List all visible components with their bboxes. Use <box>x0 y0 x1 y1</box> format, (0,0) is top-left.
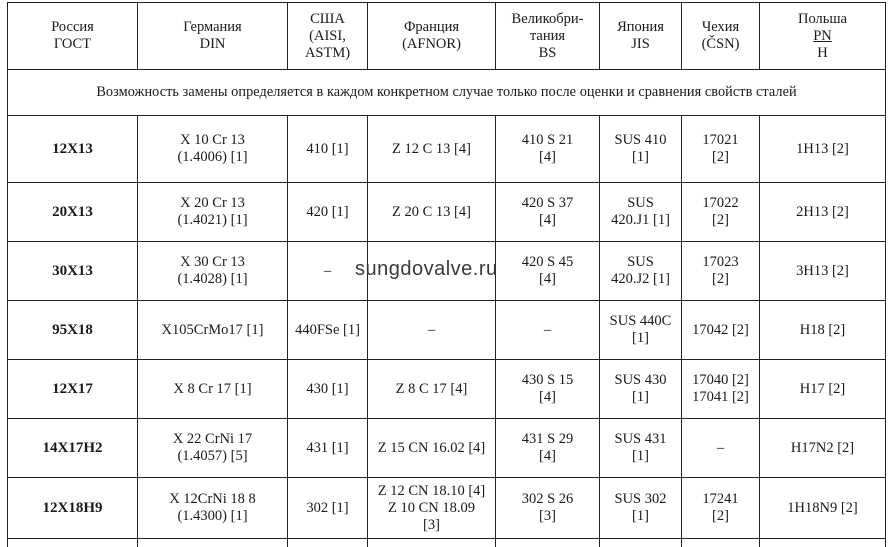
poland-cell: H17N2 [2] <box>760 419 886 478</box>
uk-cell: – <box>496 301 600 360</box>
din-cell: X 22 CrNi 17 (1.4057) [5] <box>138 419 288 478</box>
uk-cell: 430 S 15 [4] <box>496 360 600 419</box>
japan-cell: SUS 431 [1] <box>600 419 682 478</box>
poland-cell: 3H13 [2] <box>760 242 886 301</box>
poland-cell: 1H18N9 [2] <box>760 478 886 539</box>
france-cell: Z 15 CN 16.02 [4] <box>368 419 496 478</box>
japan-cell: SUS 440C [1] <box>600 301 682 360</box>
grade-cell: 12Х17 <box>8 360 138 419</box>
header-poland: Польша PN H <box>760 3 886 70</box>
din-cell: X 30 Cr 13 (1.4028) [1] <box>138 242 288 301</box>
czech-cell: – <box>682 419 760 478</box>
japan-cell: SUS 420.J2 [1] <box>600 242 682 301</box>
header-czech: Чехия (ČSN) <box>682 3 760 70</box>
france-cell: Z 8 C 17 [4] <box>368 360 496 419</box>
header-row <box>8 3 886 70</box>
uk-cell: 420 S 45 [4] <box>496 242 600 301</box>
uk-cell: 410 S 21 [4] <box>496 116 600 183</box>
din-cell: X 10 Cr 13 (1.4006) [1] <box>138 116 288 183</box>
grade-cell: 30Х13 <box>8 242 138 301</box>
japan-cell: SUS 420.J1 [1] <box>600 183 682 242</box>
header-russia: Россия ГОСТ <box>8 3 138 70</box>
grade-cell: 14Х17Н2 <box>8 419 138 478</box>
france-cell: Z 12 CN 18.10 [4] Z 10 CN 18.09 [3] <box>368 478 496 539</box>
france-cell: – <box>368 301 496 360</box>
japan-cell: SUS 410 [1] <box>600 116 682 183</box>
czech-cell: 17241 [2] <box>682 478 760 539</box>
table-row <box>8 116 886 183</box>
uk-cell: 302 S 26 [3] <box>496 478 600 539</box>
france-cell: Z 20 C 13 [4] <box>368 183 496 242</box>
note-row <box>8 70 886 116</box>
uk-cell: 420 S 37 [4] <box>496 183 600 242</box>
note-text: Возможность замены определяется в каждом конкретном случае только после оценки и сравнения свойств сталей <box>8 70 886 116</box>
header-germany: Германия DIN <box>138 3 288 70</box>
usa-cell: – <box>288 242 368 301</box>
header-france: Франция (AFNOR) <box>368 3 496 70</box>
din-cell: X 20 Cr 13 (1.4021) [1] <box>138 183 288 242</box>
usa-cell: 430 [1] <box>288 360 368 419</box>
poland-cell: 2H13 [2] <box>760 183 886 242</box>
table-row <box>8 301 886 360</box>
header-uk: Великобри- тания BS <box>496 3 600 70</box>
japan-cell: SUS 430 [1] <box>600 360 682 419</box>
header-usa: США (AISI, ASTM) <box>288 3 368 70</box>
czech-cell: 17040 [2] 17041 [2] <box>682 360 760 419</box>
table-row <box>8 360 886 419</box>
czech-cell: 17023 [2] <box>682 242 760 301</box>
usa-cell: 431 [1] <box>288 419 368 478</box>
table-row <box>8 183 886 242</box>
grade-cell: 12Х18Н9 <box>8 478 138 539</box>
poland-cell: 1H13 [2] <box>760 116 886 183</box>
din-cell: X 8 Cr 17 [1] <box>138 360 288 419</box>
usa-cell: 302 [1] <box>288 478 368 539</box>
usa-cell: 420 [1] <box>288 183 368 242</box>
grade-cell: 20Х13 <box>8 183 138 242</box>
czech-cell: 17022 [2] <box>682 183 760 242</box>
poland-cell: H17 [2] <box>760 360 886 419</box>
poland-cell: H18 [2] <box>760 301 886 360</box>
grade-cell: 12Х13 <box>8 116 138 183</box>
czech-cell: 17021 [2] <box>682 116 760 183</box>
usa-cell: 440FSe [1] <box>288 301 368 360</box>
din-cell: X105CrMo17 [1] <box>138 301 288 360</box>
usa-cell: 410 [1] <box>288 116 368 183</box>
japan-cell: SUS 302 [1] <box>600 478 682 539</box>
czech-cell: 17042 [2] <box>682 301 760 360</box>
din-cell: X 12CrNi 18 8 (1.4300) [1] <box>138 478 288 539</box>
uk-cell: 431 S 29 [4] <box>496 419 600 478</box>
header-japan: Япония JIS <box>600 3 682 70</box>
table-row <box>8 478 886 539</box>
france-cell: Z 12 C 13 [4] <box>368 116 496 183</box>
table-row <box>8 419 886 478</box>
watermark-text: sungdovalve.ru <box>355 258 498 281</box>
grade-cell: 95Х18 <box>8 301 138 360</box>
